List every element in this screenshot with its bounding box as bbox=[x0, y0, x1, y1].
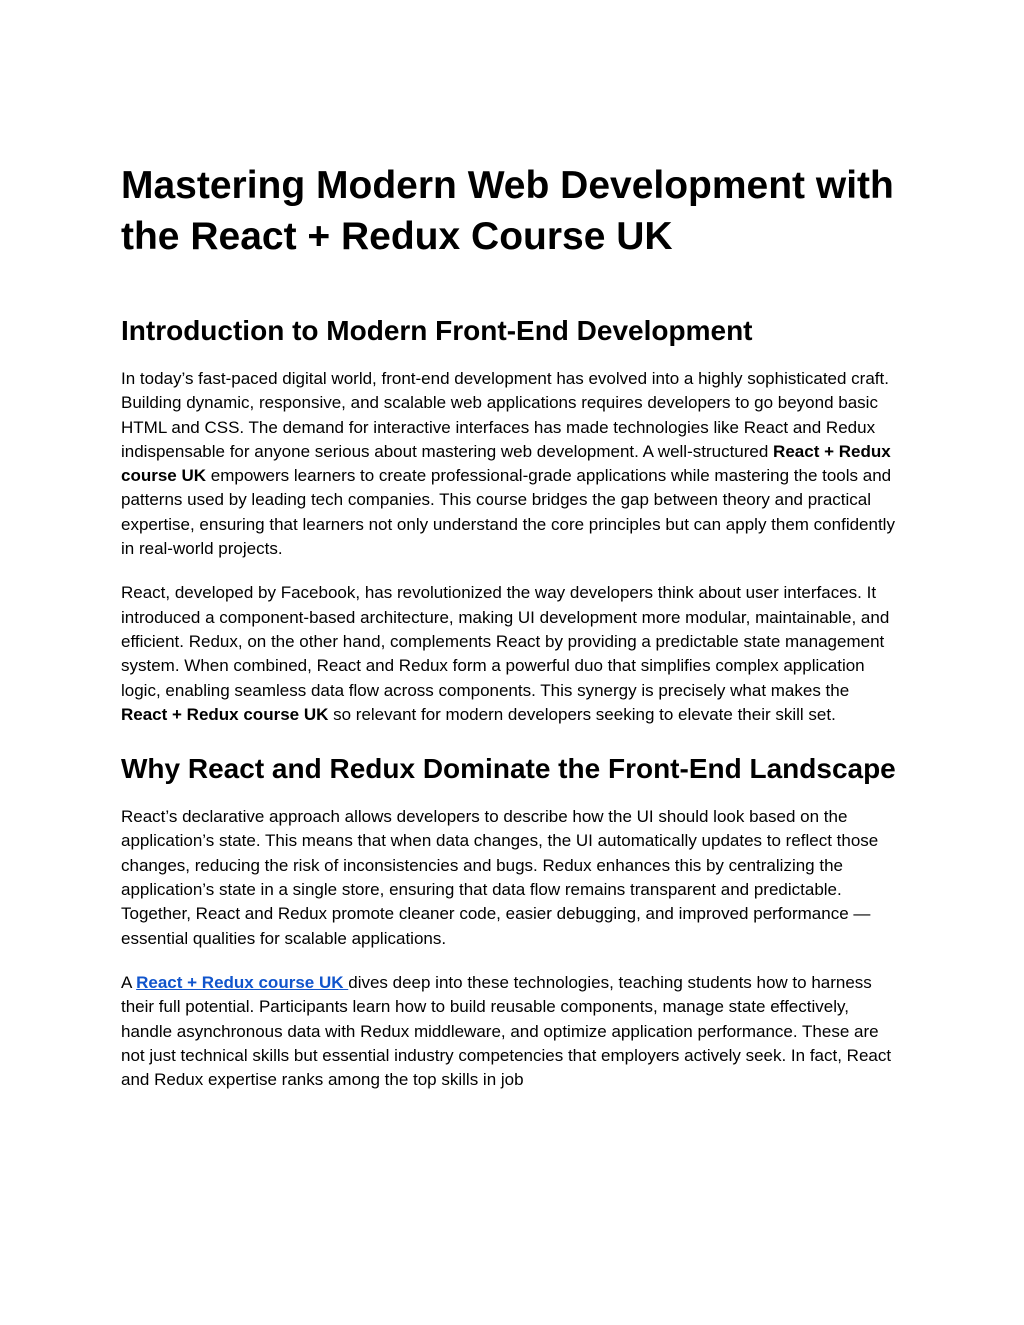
text: In today’s fast-paced digital world, front-end development has evolved into a highly sophisticated craft. Building dynamic, responsive, and scalable web applications requires developers to go beyond basic HTML and CSS. The demand for interactive interfaces has made technologies like React and Redux indispensable for anyone serious about mastering web development. A well-structured bbox=[121, 369, 889, 461]
text: dives deep into these technologies, teaching students how to harness their full potential. Participants learn how to build reusable components, manage state effectively, handle asynchronous data with Redux middleware, and optimize application performance. These are not just technical skills but essential industry competencies that employers actively seek. In fact, React and Redux expertise ranks among the top skills in job bbox=[121, 972, 892, 1090]
section-heading-introduction: Introduction to Modern Front-End Development bbox=[121, 315, 753, 346]
document-page bbox=[121, 160, 899, 1112]
text: empowers learners to create professional-grade applications while mastering the tools and patterns used by leading tech companies. This course bridges the gap between theory and practical expertise, ensuring that learners not only understand the core principles but can apply them confidently in real-world projects. bbox=[121, 466, 895, 559]
intro-paragraph-2 bbox=[121, 581, 899, 727]
course-link[interactable]: React + Redux course UK bbox=[136, 972, 349, 992]
bold-text: React + Redux course UK bbox=[121, 704, 329, 724]
document-title: Mastering Modern Web Development with the React + Redux Course UK bbox=[121, 164, 894, 258]
why-paragraph-1: React’s declarative approach allows developers to describe how the UI should look based on the application’s state. This means that when data changes, the UI automatically updates to reflect those changes, reducing the risk of inconsistencies and bugs. Redux enhances this by centralizing the application’s state in a single store, ensuring that data flow remains transparent and predictable. Together, React and Redux promote cleaner code, easier debugging, and improved performance — essential qualities for scalable applications. bbox=[121, 807, 879, 948]
section-heading-why-react-redux: Why React and Redux Dominate the Front-End Landscape bbox=[121, 753, 896, 785]
text: so relevant for modern developers seeking to elevate their skill set. bbox=[328, 704, 836, 724]
text: A bbox=[121, 972, 137, 992]
text: React, developed by Facebook, has revolutionized the way developers think about user interfaces. It introduced a component-based architecture, making UI development more modular, maintainable, and efficient. Redux, on the other hand, complements React by providing a predictable state management system. When combined, React and Redux form a powerful duo that simplifies complex application logic, enabling seamless data flow across components. This synergy is precisely what makes the bbox=[121, 583, 890, 700]
intro-paragraph-1 bbox=[121, 367, 899, 561]
bold-text: React + Redux course UK bbox=[121, 441, 891, 486]
why-paragraph-2 bbox=[121, 971, 899, 1092]
